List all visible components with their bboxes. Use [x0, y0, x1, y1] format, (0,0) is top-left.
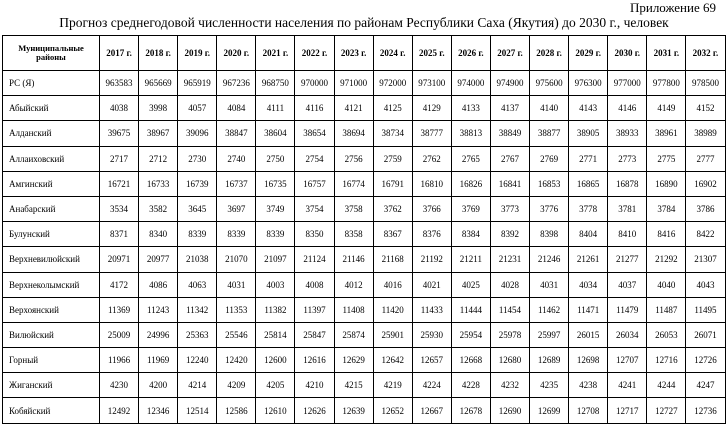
population-value-cell: 12716	[647, 348, 686, 373]
population-value-cell: 970000	[295, 71, 334, 96]
column-header-year: 2030 г.	[608, 36, 647, 71]
population-value-cell: 11454	[490, 297, 529, 322]
population-value-cell: 38734	[373, 121, 412, 146]
district-name-cell: Верхнеколымский	[3, 272, 100, 297]
population-value-cell: 2773	[608, 146, 647, 171]
population-value-cell: 4129	[412, 96, 451, 121]
district-name-cell: Аллаиховский	[3, 146, 100, 171]
population-value-cell: 3534	[100, 196, 139, 221]
population-value-cell: 12420	[217, 348, 256, 373]
population-value-cell: 4012	[334, 272, 373, 297]
population-value-cell: 3754	[295, 196, 334, 221]
population-value-cell: 4241	[608, 373, 647, 398]
population-value-cell: 4031	[530, 272, 569, 297]
district-name-cell: Верхневилюйский	[3, 247, 100, 272]
population-value-cell: 25546	[217, 322, 256, 347]
population-value-cell: 2712	[139, 146, 178, 171]
district-name-cell: Вилюйский	[3, 322, 100, 347]
population-value-cell: 12240	[178, 348, 217, 373]
population-value-cell: 38905	[569, 121, 608, 146]
population-value-cell: 26053	[647, 322, 686, 347]
population-value-cell: 4121	[334, 96, 373, 121]
population-value-cell: 21246	[530, 247, 569, 272]
district-name-cell: Алданский	[3, 121, 100, 146]
population-value-cell: 3769	[451, 196, 490, 221]
population-value-cell: 4084	[217, 96, 256, 121]
population-value-cell: 12657	[412, 348, 451, 373]
population-value-cell: 11353	[217, 297, 256, 322]
population-value-cell: 4238	[569, 373, 608, 398]
population-value-cell: 16826	[451, 171, 490, 196]
population-value-cell: 12642	[373, 348, 412, 373]
population-value-cell: 4205	[256, 373, 295, 398]
district-name-cell: РС (Я)	[3, 71, 100, 96]
district-name-cell: Амгинский	[3, 171, 100, 196]
population-value-cell: 4146	[608, 96, 647, 121]
population-value-cell: 26015	[569, 322, 608, 347]
population-value-cell: 4152	[686, 96, 725, 121]
population-value-cell: 4210	[295, 373, 334, 398]
population-value-cell: 2740	[217, 146, 256, 171]
table-row	[3, 348, 726, 373]
population-value-cell: 12626	[295, 398, 334, 423]
population-value-cell: 4037	[608, 272, 647, 297]
population-value-cell: 3749	[256, 196, 295, 221]
column-header-year: 2031 г.	[647, 36, 686, 71]
population-value-cell: 4137	[490, 96, 529, 121]
population-value-cell: 4016	[373, 272, 412, 297]
appendix-label: Приложение 69	[629, 0, 716, 15]
population-value-cell: 8410	[608, 222, 647, 247]
population-value-cell: 38604	[256, 121, 295, 146]
population-value-cell: 3766	[412, 196, 451, 221]
population-value-cell: 12616	[295, 348, 334, 373]
population-value-cell: 2759	[373, 146, 412, 171]
population-value-cell: 3998	[139, 96, 178, 121]
population-value-cell: 4214	[178, 373, 217, 398]
population-value-cell: 4057	[178, 96, 217, 121]
population-value-cell: 4232	[490, 373, 529, 398]
column-header-year: 2017 г.	[100, 36, 139, 71]
population-value-cell: 16841	[490, 171, 529, 196]
population-value-cell: 11471	[569, 297, 608, 322]
population-value-cell: 21097	[256, 247, 295, 272]
population-value-cell: 11420	[373, 297, 412, 322]
population-value-cell: 11462	[530, 297, 569, 322]
population-value-cell: 12652	[373, 398, 412, 423]
population-value-cell: 12629	[334, 348, 373, 373]
population-value-cell: 38967	[139, 121, 178, 146]
population-value-cell: 11342	[178, 297, 217, 322]
population-value-cell: 974900	[490, 71, 529, 96]
population-value-cell: 3582	[139, 196, 178, 221]
column-header-year: 2026 г.	[451, 36, 490, 71]
population-value-cell: 8392	[490, 222, 529, 247]
population-value-cell: 25978	[490, 322, 529, 347]
district-name-cell: Кобяйский	[3, 398, 100, 423]
population-value-cell: 21211	[451, 247, 490, 272]
population-value-cell: 16721	[100, 171, 139, 196]
population-value-cell: 3762	[373, 196, 412, 221]
population-value-cell: 4025	[451, 272, 490, 297]
district-name-cell: Анабарский	[3, 196, 100, 221]
population-value-cell: 16791	[373, 171, 412, 196]
population-value-cell: 26034	[608, 322, 647, 347]
population-value-cell: 21070	[217, 247, 256, 272]
population-value-cell: 965919	[178, 71, 217, 96]
population-value-cell: 39675	[100, 121, 139, 146]
population-value-cell: 2762	[412, 146, 451, 171]
population-value-cell: 4149	[647, 96, 686, 121]
population-value-cell: 12698	[569, 348, 608, 373]
population-value-cell: 11382	[256, 297, 295, 322]
population-value-cell: 12346	[139, 398, 178, 423]
population-value-cell: 8398	[530, 222, 569, 247]
population-value-cell: 8339	[217, 222, 256, 247]
table-row	[3, 96, 726, 121]
population-value-cell: 4116	[295, 96, 334, 121]
population-value-cell: 3773	[490, 196, 529, 221]
population-value-cell: 8376	[412, 222, 451, 247]
population-value-cell: 2769	[530, 146, 569, 171]
population-value-cell: 12699	[530, 398, 569, 423]
population-value-cell: 12639	[334, 398, 373, 423]
population-value-cell: 21292	[647, 247, 686, 272]
column-header-year: 2032 г.	[686, 36, 725, 71]
population-value-cell: 38877	[530, 121, 569, 146]
population-value-cell: 976300	[569, 71, 608, 96]
page-title: Прогноз среднегодовой численности населения по районам Республики Саха (Якутия) до 2030 г., человек	[59, 15, 669, 30]
population-value-cell: 25954	[451, 322, 490, 347]
population-value-cell: 973100	[412, 71, 451, 96]
population-value-cell: 8384	[451, 222, 490, 247]
population-value-cell: 8416	[647, 222, 686, 247]
population-value-cell: 12726	[686, 348, 725, 373]
population-value-cell: 16757	[295, 171, 334, 196]
population-value-cell: 4111	[256, 96, 295, 121]
population-value-cell: 8350	[295, 222, 334, 247]
population-value-cell: 4224	[412, 373, 451, 398]
population-value-cell: 972000	[373, 71, 412, 96]
population-value-cell: 3758	[334, 196, 373, 221]
table-row	[3, 297, 726, 322]
table-row	[3, 322, 726, 347]
population-value-cell: 2756	[334, 146, 373, 171]
population-value-cell: 25930	[412, 322, 451, 347]
population-value-cell: 38989	[686, 121, 725, 146]
column-header-year: 2028 г.	[530, 36, 569, 71]
population-value-cell: 8367	[373, 222, 412, 247]
population-value-cell: 4038	[100, 96, 139, 121]
population-value-cell: 971000	[334, 71, 373, 96]
population-value-cell: 3784	[647, 196, 686, 221]
population-value-cell: 11369	[100, 297, 139, 322]
population-value-cell: 12600	[256, 348, 295, 373]
column-header-year: 2018 г.	[139, 36, 178, 71]
table-row	[3, 222, 726, 247]
population-value-cell: 2767	[490, 146, 529, 171]
population-forecast-table	[2, 35, 726, 424]
column-header-municipal-districts: Муниципальные районы	[3, 36, 100, 71]
population-value-cell: 12492	[100, 398, 139, 423]
population-value-cell: 16902	[686, 171, 725, 196]
population-value-cell: 4133	[451, 96, 490, 121]
population-value-cell: 16865	[569, 171, 608, 196]
population-value-cell: 8404	[569, 222, 608, 247]
population-value-cell: 38694	[334, 121, 373, 146]
table-row	[3, 373, 726, 398]
population-value-cell: 12680	[490, 348, 529, 373]
district-name-cell: Абыйский	[3, 96, 100, 121]
population-value-cell: 8358	[334, 222, 373, 247]
population-value-cell: 4235	[530, 373, 569, 398]
population-value-cell: 12668	[451, 348, 490, 373]
population-value-cell: 8339	[178, 222, 217, 247]
table-body	[3, 71, 726, 424]
population-value-cell: 4200	[139, 373, 178, 398]
population-value-cell: 12727	[647, 398, 686, 423]
population-value-cell: 12514	[178, 398, 217, 423]
table-row	[3, 71, 726, 96]
population-value-cell: 21038	[178, 247, 217, 272]
column-header-year: 2022 г.	[295, 36, 334, 71]
population-value-cell: 3645	[178, 196, 217, 221]
population-value-cell: 11479	[608, 297, 647, 322]
table-row	[3, 171, 726, 196]
population-value-cell: 12708	[569, 398, 608, 423]
population-value-cell: 25363	[178, 322, 217, 347]
population-value-cell: 12586	[217, 398, 256, 423]
population-value-cell: 4244	[647, 373, 686, 398]
population-value-cell: 8371	[100, 222, 139, 247]
header-row	[3, 36, 726, 71]
population-value-cell: 4209	[217, 373, 256, 398]
population-value-cell: 975600	[530, 71, 569, 96]
population-value-cell: 2730	[178, 146, 217, 171]
population-value-cell: 16735	[256, 171, 295, 196]
population-value-cell: 25997	[530, 322, 569, 347]
population-value-cell: 2771	[569, 146, 608, 171]
population-value-cell: 25009	[100, 322, 139, 347]
population-value-cell: 16810	[412, 171, 451, 196]
table-row	[3, 121, 726, 146]
population-value-cell: 21146	[334, 247, 373, 272]
population-value-cell: 25901	[373, 322, 412, 347]
population-value-cell: 2775	[647, 146, 686, 171]
population-value-cell: 38654	[295, 121, 334, 146]
population-value-cell: 4230	[100, 373, 139, 398]
population-value-cell: 38961	[647, 121, 686, 146]
population-value-cell: 38847	[217, 121, 256, 146]
population-value-cell: 25847	[295, 322, 334, 347]
table-row	[3, 146, 726, 171]
population-value-cell: 11433	[412, 297, 451, 322]
population-value-cell: 3776	[530, 196, 569, 221]
population-value-cell: 4040	[647, 272, 686, 297]
population-value-cell: 4003	[256, 272, 295, 297]
district-name-cell: Булунский	[3, 222, 100, 247]
population-value-cell: 11444	[451, 297, 490, 322]
table-row	[3, 398, 726, 423]
population-value-cell: 21168	[373, 247, 412, 272]
population-value-cell: 25874	[334, 322, 373, 347]
population-value-cell: 24996	[139, 322, 178, 347]
population-value-cell: 38933	[608, 121, 647, 146]
population-value-cell: 2717	[100, 146, 139, 171]
population-value-cell: 11495	[686, 297, 725, 322]
population-value-cell: 3778	[569, 196, 608, 221]
population-value-cell: 12717	[608, 398, 647, 423]
population-value-cell: 16774	[334, 171, 373, 196]
population-value-cell: 12610	[256, 398, 295, 423]
population-value-cell: 21277	[608, 247, 647, 272]
district-name-cell: Верхоянский	[3, 297, 100, 322]
table-row	[3, 247, 726, 272]
population-value-cell: 12707	[608, 348, 647, 373]
population-value-cell: 21231	[490, 247, 529, 272]
population-value-cell: 974000	[451, 71, 490, 96]
population-value-cell: 977800	[647, 71, 686, 96]
population-value-cell: 965669	[139, 71, 178, 96]
population-value-cell: 4247	[686, 373, 725, 398]
population-value-cell: 8422	[686, 222, 725, 247]
column-header-year: 2025 г.	[412, 36, 451, 71]
population-value-cell: 2765	[451, 146, 490, 171]
population-value-cell: 4034	[569, 272, 608, 297]
population-value-cell: 20977	[139, 247, 178, 272]
population-value-cell: 21192	[412, 247, 451, 272]
population-value-cell: 4143	[569, 96, 608, 121]
population-value-cell: 3781	[608, 196, 647, 221]
population-value-cell: 2777	[686, 146, 725, 171]
population-value-cell: 16737	[217, 171, 256, 196]
column-header-year: 2027 г.	[490, 36, 529, 71]
column-header-year: 2021 г.	[256, 36, 295, 71]
population-value-cell: 968750	[256, 71, 295, 96]
table-row	[3, 272, 726, 297]
population-value-cell: 11397	[295, 297, 334, 322]
column-header-year: 2024 г.	[373, 36, 412, 71]
population-value-cell: 12689	[530, 348, 569, 373]
population-value-cell: 16739	[178, 171, 217, 196]
population-value-cell: 12678	[451, 398, 490, 423]
population-value-cell: 38777	[412, 121, 451, 146]
population-value-cell: 4172	[100, 272, 139, 297]
population-value-cell: 16890	[647, 171, 686, 196]
column-header-year: 2019 г.	[178, 36, 217, 71]
population-value-cell: 4086	[139, 272, 178, 297]
population-value-cell: 12690	[490, 398, 529, 423]
population-value-cell: 8340	[139, 222, 178, 247]
population-value-cell: 25814	[256, 322, 295, 347]
population-value-cell: 11969	[139, 348, 178, 373]
district-name-cell: Жиганский	[3, 373, 100, 398]
population-value-cell: 4063	[178, 272, 217, 297]
population-value-cell: 12667	[412, 398, 451, 423]
population-value-cell: 20971	[100, 247, 139, 272]
population-value-cell: 963583	[100, 71, 139, 96]
population-value-cell: 38849	[490, 121, 529, 146]
population-value-cell: 4125	[373, 96, 412, 121]
population-value-cell: 21307	[686, 247, 725, 272]
population-value-cell: 38813	[451, 121, 490, 146]
population-value-cell: 3697	[217, 196, 256, 221]
population-value-cell: 4031	[217, 272, 256, 297]
population-value-cell: 8339	[256, 222, 295, 247]
population-value-cell: 4021	[412, 272, 451, 297]
population-value-cell: 2750	[256, 146, 295, 171]
population-value-cell: 3786	[686, 196, 725, 221]
population-value-cell: 4228	[451, 373, 490, 398]
population-value-cell: 4140	[530, 96, 569, 121]
population-value-cell: 21261	[569, 247, 608, 272]
population-value-cell: 39096	[178, 121, 217, 146]
population-value-cell: 977000	[608, 71, 647, 96]
table-header	[3, 36, 726, 71]
population-value-cell: 26071	[686, 322, 725, 347]
population-value-cell: 978500	[686, 71, 725, 96]
column-header-year: 2023 г.	[334, 36, 373, 71]
population-value-cell: 4043	[686, 272, 725, 297]
population-forecast-table-container	[2, 35, 725, 424]
population-value-cell: 11487	[647, 297, 686, 322]
column-header-year: 2020 г.	[217, 36, 256, 71]
population-value-cell: 967236	[217, 71, 256, 96]
population-value-cell: 4215	[334, 373, 373, 398]
population-value-cell: 2754	[295, 146, 334, 171]
population-value-cell: 16733	[139, 171, 178, 196]
population-value-cell: 16853	[530, 171, 569, 196]
population-value-cell: 12736	[686, 398, 725, 423]
table-row	[3, 196, 726, 221]
population-value-cell: 4028	[490, 272, 529, 297]
population-value-cell: 11966	[100, 348, 139, 373]
population-value-cell: 21124	[295, 247, 334, 272]
district-name-cell: Горный	[3, 348, 100, 373]
column-header-year: 2029 г.	[569, 36, 608, 71]
population-value-cell: 4219	[373, 373, 412, 398]
population-value-cell: 11408	[334, 297, 373, 322]
population-value-cell: 4008	[295, 272, 334, 297]
population-value-cell: 11243	[139, 297, 178, 322]
population-value-cell: 16878	[608, 171, 647, 196]
